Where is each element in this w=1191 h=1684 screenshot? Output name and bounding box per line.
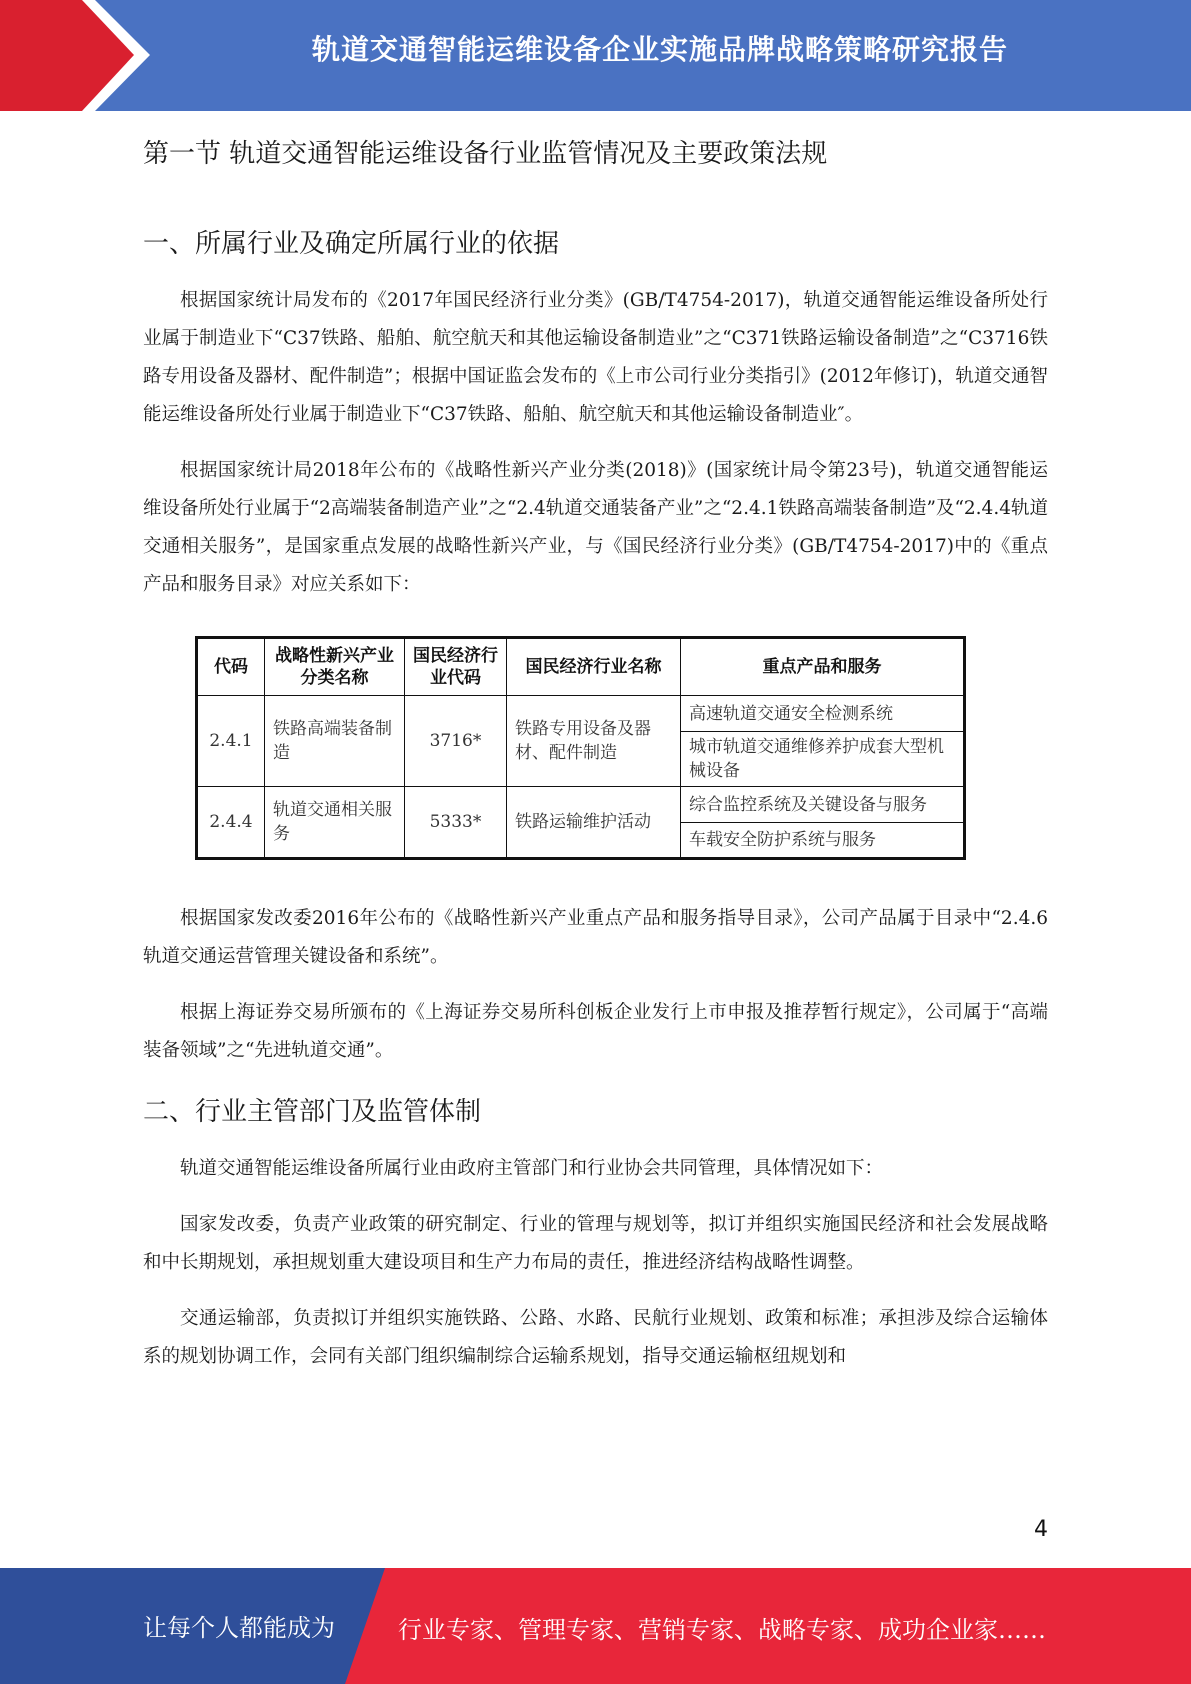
table-cell-service: 综合监控系统及关键设备与服务: [681, 787, 965, 823]
table-cell-code: 2.4.4: [197, 787, 265, 859]
table-cell-industry-name: 铁路运输维护活动: [507, 787, 681, 859]
classification-table: [195, 636, 966, 860]
table-header-row: [197, 638, 965, 696]
page-number: 4: [1034, 1517, 1048, 1542]
document-body: [143, 120, 1048, 1376]
footer-slogan-right: 行业专家、管理专家、营销专家、战略专家、成功企业家……: [398, 1616, 1046, 1644]
table-cell-industry-code: 5333*: [405, 787, 507, 859]
table-row: [197, 696, 965, 732]
table-cell-category: 轨道交通相关服务: [265, 787, 405, 859]
footer-slogan-left: 让每个人都能成为: [143, 1614, 335, 1642]
table-row: [197, 787, 965, 823]
heading-industry-basis: 一、所属行业及确定所属行业的依据: [143, 229, 560, 259]
paragraph: 根据国家发改委2016年公布的《战略性新兴产业重点产品和服务指导目录》，公司产品属于目录中“2.4.6轨道交通运营管理关键设备和系统”。: [143, 908, 1048, 967]
paragraph: 国家发改委，负责产业政策的研究制定、行业的管理与规划等，拟订并组织实施国民经济和社会发展战略和中长期规划，承担规划重大建设项目和生产力布局的责任，推进经济结构战略性调整。: [143, 1214, 1048, 1273]
table-header-cell: 国民经济行业名称: [507, 638, 681, 696]
table-cell-service: 城市轨道交通维修养护成套大型机械设备: [681, 732, 965, 787]
table-cell-service: 车载安全防护系统与服务: [681, 823, 965, 859]
heading-regulators: 二、行业主管部门及监管体制: [143, 1097, 482, 1127]
paragraph: 根据国家统计局发布的《2017年国民经济行业分类》(GB/T4754-2017)，轨道交通智能运维设备所处行业属于制造业下“C37铁路、船舶、航空航天和其他运输设备制造业”之“C371铁路运输设备制造”之“C3716铁路专用设备及器材、配件制造”；根据中国证监会发布的《上市公司行业分类指引》(2012年修订)，轨道交通智能运维设备所处行业属于制造业下“C37铁路、船舶、航空航天和其他运输设备制造业″。: [143, 290, 1048, 425]
table-header-cell: 战略性新兴产业分类名称: [265, 638, 405, 696]
table-cell-category: 铁路高端装备制造: [265, 696, 405, 787]
classification-table-wrapper: [195, 636, 1048, 860]
table-header-cell: 代码: [197, 638, 265, 696]
table-cell-service: 高速轨道交通安全检测系统: [681, 696, 965, 732]
report-title: 轨道交通智能运维设备企业实施品牌战略策略研究报告: [311, 33, 1008, 66]
paragraph: 根据上海证券交易所颁布的《上海证券交易所科创板企业发行上市申报及推荐暂行规定》，公司属于“高端装备领域”之“先进轨道交通”。: [143, 1002, 1048, 1061]
table-cell-industry-code: 3716*: [405, 696, 507, 787]
table-header-cell: 国民经济行业代码: [405, 638, 507, 696]
paragraph: 轨道交通智能运维设备所属行业由政府主管部门和行业协会共同管理，具体情况如下：: [180, 1158, 884, 1179]
table-cell-code: 2.4.1: [197, 696, 265, 787]
table-cell-industry-name: 铁路专用设备及器材、配件制造: [507, 696, 681, 787]
paragraph: 根据国家统计局2018年公布的《战略性新兴产业分类(2018)》(国家统计局令第23号)，轨道交通智能运维设备所处行业属于“2高端装备制造产业”之“2.4轨道交通装备产业”之“2.4.1铁路高端装备制造”及“2.4.4轨道交通相关服务”，是国家重点发展的战略性新兴产业，与《国民经济行业分类》(GB/T4754-2017)中的《重点产品和服务目录》对应关系如下：: [143, 460, 1048, 595]
table-header-cell: 重点产品和服务: [681, 638, 965, 696]
paragraph: 交通运输部，负责拟订并组织实施铁路、公路、水路、民航行业规划、政策和标准；承担涉及综合运输体系的规划协调工作，会同有关部门组织编制综合运输系规划，指导交通运输枢纽规划和: [143, 1308, 1048, 1367]
section-title: 第一节 轨道交通智能运维设备行业监管情况及主要政策法规: [143, 139, 828, 169]
chevron-arrow-icon: [0, 0, 160, 111]
